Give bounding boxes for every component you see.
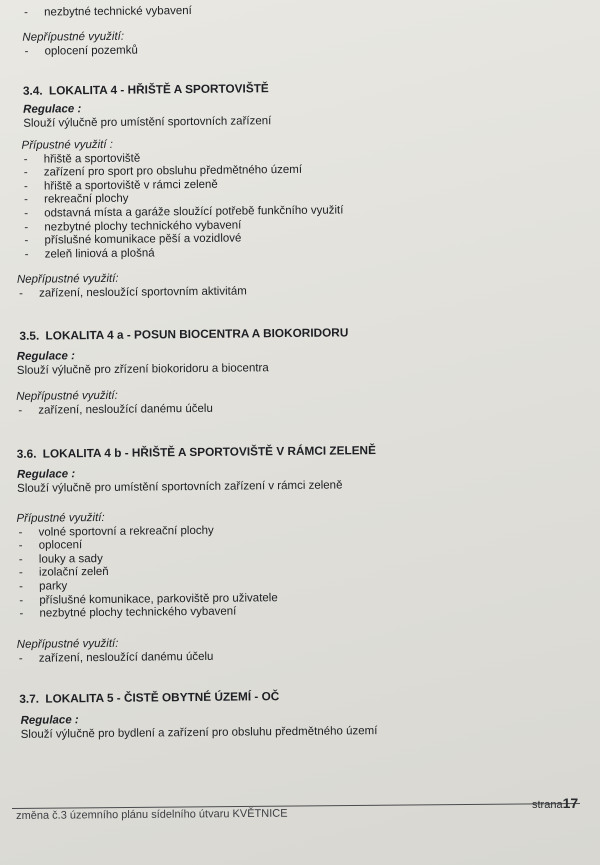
unacceptable-list — [17, 285, 247, 301]
page-number — [532, 795, 578, 811]
acceptable-label: Přípustné využití : — [21, 138, 113, 152]
regulation-label: Regulace : — [20, 714, 79, 727]
section-number: 3.4. — [22, 83, 43, 98]
acceptable-block — [21, 136, 343, 262]
list-item: - louky a sady — [17, 551, 278, 567]
list-item: - oplocení pozemků — [22, 44, 137, 59]
regulation-block — [17, 465, 343, 496]
acceptable-list — [22, 150, 344, 262]
list-item: - hřiště a sportoviště — [22, 150, 343, 167]
top-items-list — [22, 5, 192, 20]
list-item: - zeleň liniová a plošná — [23, 245, 344, 262]
regulation-label: Regulace : — [16, 350, 75, 363]
list-item: - izolační zeleň — [17, 565, 278, 581]
list-item: - volné sportovní a rekreační plochy — [17, 524, 278, 540]
unacceptable-list — [17, 650, 214, 666]
list-item: - příslušné komunikace pěší a vozidlové — [22, 232, 343, 249]
regulation-block — [23, 101, 271, 131]
unacceptable-label: Nepřípustné využití: — [22, 30, 125, 44]
list-item: - nezbytné technické vybavení — [22, 5, 192, 20]
section-heading-3-4 — [23, 82, 269, 98]
regulation-block — [20, 711, 377, 742]
list-item: - hřiště a sportoviště v rámci zeleně — [22, 177, 343, 194]
page-number-value: 17 — [562, 795, 579, 811]
list-item: - parky — [17, 578, 278, 594]
section-heading-3-6 — [17, 444, 376, 461]
section-number: 3.6. — [16, 446, 37, 461]
top-unacceptable-list — [22, 44, 137, 59]
section-title: LOKALITA 5 - ČISTĚ OBYTNÉ ÚZEMÍ - OČ — [45, 689, 280, 706]
page-label: strana — [532, 799, 563, 811]
acceptable-block — [16, 510, 278, 621]
list-item: - příslušné komunikace, parkoviště pro uživatele — [17, 592, 278, 608]
section-heading-3-7 — [19, 690, 279, 706]
acceptable-list — [17, 524, 278, 622]
list-item: - zařízení, nesloužící danému účelu — [17, 650, 214, 666]
top-list-block — [22, 5, 192, 20]
list-item: - nezbytné plochy technického vybavení — [17, 605, 278, 621]
regulation-text: Slouží výlučně pro zřízení biokoridoru a biocentra — [16, 361, 269, 377]
list-item: - nezbytné plochy technického vybavení — [22, 218, 343, 235]
list-item: - zařízení pro sport pro obsluhu předmětného území — [22, 164, 343, 181]
regulation-label: Regulace : — [23, 103, 82, 116]
unacceptable-block — [17, 271, 247, 301]
section-number: 3.7. — [19, 691, 40, 706]
regulation-text: Slouží výlučně pro umístění sportovních zařízení — [23, 114, 272, 130]
list-item: - rekreační plochy — [22, 191, 343, 208]
list-item: - zařízení, nesloužící danému účelu — [16, 402, 213, 418]
regulation-label: Regulace : — [16, 468, 76, 481]
section-number: 3.5. — [19, 328, 40, 343]
section-title: LOKALITA 4 a - POSUN BIOCENTRA A BIOKORIDORU — [45, 325, 349, 343]
acceptable-label: Přípustné využití: — [16, 511, 105, 525]
unacceptable-label: Nepřípustné využití: — [16, 272, 119, 286]
regulation-block — [17, 348, 269, 378]
unacceptable-block — [17, 637, 214, 666]
section-title: LOKALITA 4 - HŘIŠTĚ A SPORTOVIŠTĚ — [48, 81, 269, 98]
unacceptable-list — [16, 402, 213, 418]
top-unacceptable-block — [22, 31, 138, 59]
list-item: - zařízení, nesloužící sportovním aktivitám — [17, 285, 247, 301]
list-item: - odstavná místa a garáže sloužící potřebě funkčního využití — [22, 204, 343, 221]
regulation-text: Slouží výlučně pro bydlení a zařízení pro obsluhu předmětného území — [20, 724, 378, 741]
regulation-text: Slouží výlučně pro umístění sportovních zařízení v rámci zeleně — [17, 479, 343, 495]
unacceptable-block — [16, 389, 213, 418]
unacceptable-label: Nepřípustné využití: — [16, 389, 118, 403]
list-item: - oplocení — [17, 537, 278, 553]
footer-document-name: změna č.3 územního plánu sídelního útvaru KVĚTNICE — [16, 807, 288, 822]
section-heading-3-5 — [19, 326, 348, 343]
unacceptable-label: Nepřípustné využití: — [16, 637, 119, 651]
section-title: LOKALITA 4 b - HŘIŠTĚ A SPORTOVIŠTĚ V RÁMCI ZELENĚ — [42, 443, 376, 461]
